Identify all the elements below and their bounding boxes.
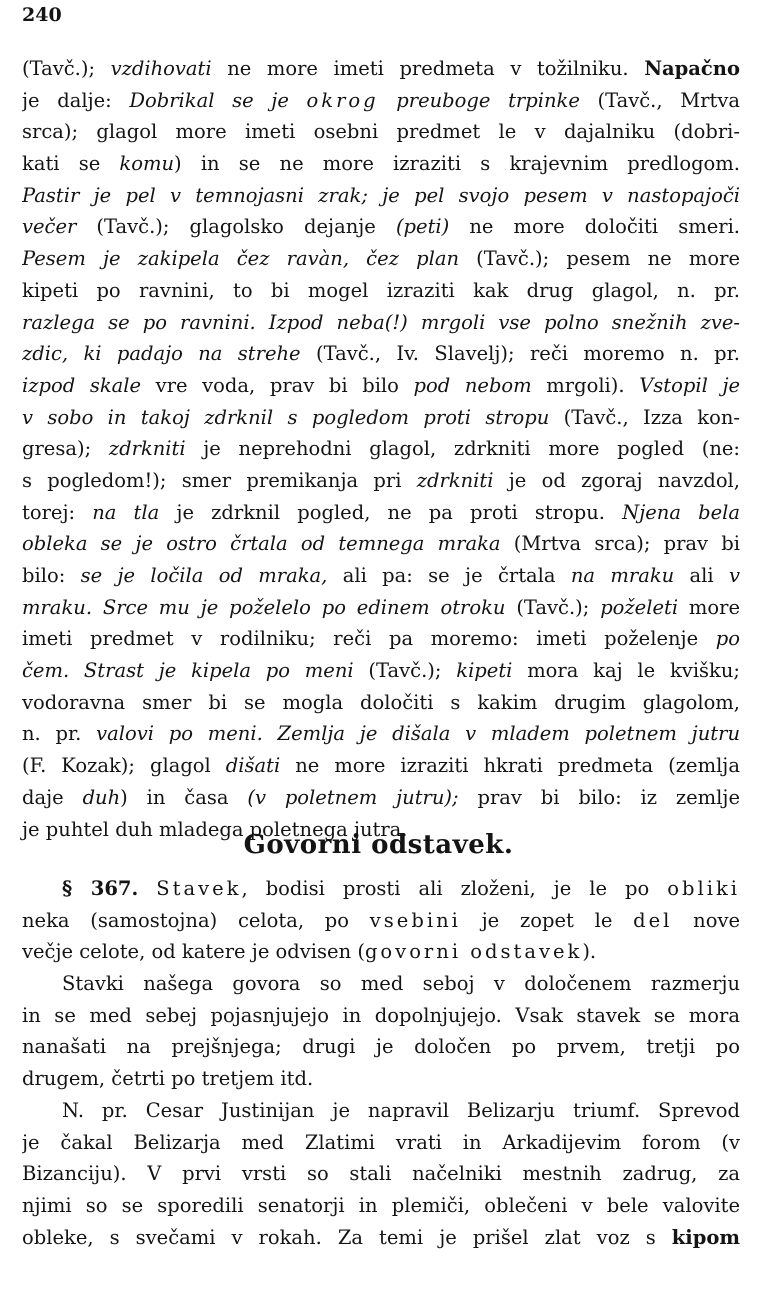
text-line: Stavki našega govora so med seboj v določenem razmerju (62, 972, 740, 996)
text-line: gresa); zdrkniti je neprehodni glagol, zdrkniti more pogled (ne: (22, 437, 740, 461)
text-line: s pogledom!); smer premikanja pri zdrkniti je od zgoraj navzdol, (22, 468, 740, 492)
text-line: torej: na tla je zdrknil pogled, ne pa proti stropu. Njena bela (22, 500, 740, 524)
text-line: kipeti po ravnini, to bi mogel izraziti kak drug glagol, n. pr. (22, 278, 740, 302)
text-line: in se med sebej pojasnjujejo in dopolnjujejo. Vsak stavek se mora (22, 1003, 740, 1027)
text-line: (F. Kozak); glagol dišati ne more izraziti hkrati predmeta (zemlja (22, 754, 740, 778)
body-text-lower (22, 873, 740, 1253)
text-line: njimi so se sporedili senatorji in plemiči, oblečeni v bele valovite (22, 1193, 740, 1217)
text-line: § 367. Stavek, bodisi prosti ali zloženi, je le po obliki (62, 877, 740, 900)
text-line: N. pr. Cesar Justinijan je napravil Belizarju triumf. Sprevod (62, 1098, 740, 1122)
text-line: neka (samostojna) celota, po vsebini je zopet le del nove (22, 908, 740, 932)
text-line: mraku. Srce mu je poželelo po edinem otroku (Tavč.); poželeti more (22, 595, 740, 619)
page-number: 240 (22, 4, 62, 26)
text-line: večer (Tavč.); glagolsko dejanje (peti) ne more določiti smeri. (22, 215, 740, 239)
body-text-upper (22, 53, 740, 845)
text-line: razlega se po ravnini. Izpod neba(!) mrgoli vse polno snežnih zve- (22, 310, 740, 334)
text-line: čem. Strast je kipela po meni (Tavč.); kipeti mora kaj le kvišku; (22, 659, 740, 683)
text-line: izpod skale vre voda, prav bi bilo pod nebom mrgoli). Vstopil je (22, 373, 740, 397)
text-line: vodoravna smer bi se mogla določiti s kakim drugim glagolom, (22, 690, 740, 714)
text-line: obleke, s svečami v rokah. Za temi je prišel zlat voz s kipom (22, 1225, 740, 1249)
text-line: je puhtel duh mladega poletnega jutra. (22, 817, 408, 841)
text-line: Pesem je zakipela čez ravàn, čez plan (Tavč.); pesem ne more (22, 247, 740, 271)
text-line: Bizanciju). V prvi vrsti so stali načelniki mestnih zadrug, za (22, 1162, 740, 1186)
text-line: Pastir je pel v temnojasni zrak; je pel svojo pesem v nastopajoči (22, 183, 740, 207)
text-line: daje duh) in časa (v poletnem jutru); prav bi bilo: iz zemlje (22, 785, 740, 809)
text-line: obleka se je ostro črtala od temnega mraka (Mrtva srca); prav bi (22, 532, 740, 556)
text-line: drugem, četrti po tretjem itd. (22, 1067, 314, 1091)
text-line: je čakal Belizarja med Zlatimi vrati in Arkadijevim forom (v (22, 1130, 740, 1154)
text-line: n. pr. valovi po meni. Zemlja je dišala v mladem poletnem jutru (22, 722, 740, 746)
text-line: nanašati na prejšnjega; drugi je določen po prvem, tretji po (22, 1035, 740, 1059)
text-line: (Tavč.); vzdihovati ne more imeti predmeta v tožilniku. Napačno (22, 57, 740, 80)
text-line: imeti predmet v rodilniku; reči pa moremo: imeti poželenje po (22, 627, 740, 651)
text-line: v sobo in takoj zdrknil s pogledom proti stropu (Tavč., Izza kon- (22, 405, 740, 429)
text-line: je dalje: Dobrikal se je okrog preuboge trpinke (Tavč., Mrtva (22, 88, 740, 112)
text-line: kati se komu) in se ne more izraziti s krajevnim predlogom. (22, 152, 740, 176)
text-line: bilo: se je ločila od mraka, ali pa: se je črtala na mraku ali v (22, 564, 740, 587)
text-line: zdic, ki padajo na strehe (Tavč., Iv. Slavelj); reči moremo n. pr. (22, 342, 740, 366)
text-line: večje celote, od katere je odvisen (govorni odstavek). (22, 940, 597, 964)
section-heading: Govorni odstavek. (243, 830, 514, 860)
paragraph-number: § 367. (62, 877, 139, 900)
text-line: srca); glagol more imeti osebni predmet le v dajalniku (dobri- (22, 120, 740, 144)
